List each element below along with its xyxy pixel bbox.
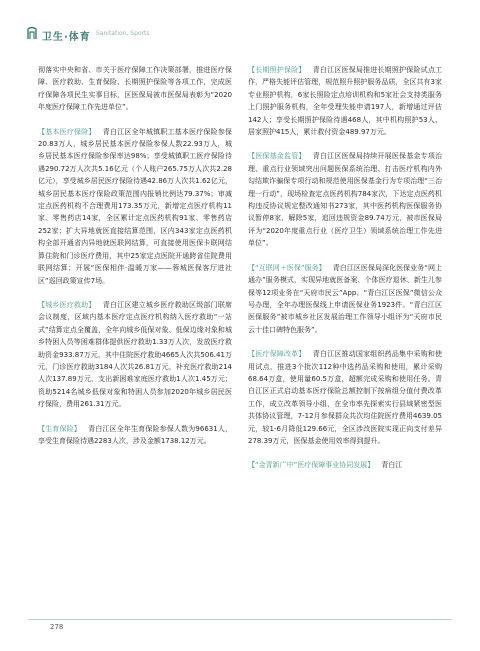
paragraph-gap [248, 447, 442, 459]
paragraph-text: 青白江区建立城乡医疗救助区级部门联席会议制度，区域内基本医疗定点医疗机构纳入医疗救助“一站式”结算定点全覆盖，全年向城乡低保对象、低保边缘对象和城乡特困人员等困难群体提供医疗救助1.33万人次，发放医疗救助资金933.87万元，其中住院医疗救助4665人次共506.41万元，门诊医疗救助3184人次共26.81万元，补充医疗救助214人次137.89万元，支出新困难家庭医疗救助1人次1.45万元；资助5214名城乡低保对象和特困人员参加2020年城乡居民医疗保险，费用261.31万元。 [38, 300, 233, 409]
paragraph-gap [38, 114, 232, 126]
page-header [0, 0, 480, 58]
section-brand: 卫生·体育 [42, 32, 91, 43]
section-tag: 【长期照护保险】 [248, 66, 306, 74]
paragraph [248, 150, 442, 249]
paragraph [248, 64, 442, 138]
section-tag: 【“金青新广中”医疗保障事业协同发展】 [248, 461, 375, 470]
paragraph-gap [38, 411, 232, 423]
paragraph-text: 青白江 [381, 461, 403, 470]
paragraph-text: 青白江区医保局深化医保业务“网上通办”服务模式，实现异地就医备案、个体医疗退休、新生儿参保等12项业务在“天府市民云”App、“青白江区医保”微信公众号办理，全年办理医保线上申请医保业务1923件。“青白江区医保服务”被市城乡社区发展治理工作领导小组评为“天府市民云十佳口碑特色服务”。 [248, 263, 442, 334]
section-tag: 【生育保险】 [38, 424, 81, 433]
paragraph-text: 青白江区医保局持续开展医保基金专项治理、重点行业领域突出问题医保系统治理、打击医疗机构内外勾结欺诈骗保专项行动和规范使用医保基金行为专项治理“三治理一行动”，现场检查定点医药机构784家次，下达定点医药机构违反协议规定整改通知书273家，其中医药机构医保服务协议暂停8家、解除5家，追回违规资金89.74万元，被市医保局评为“2020年度重点行业（医疗卫生）领域系统治理工作先进单位”。 [248, 152, 443, 248]
section-tag: 【“互联网＋医保”服务】 [248, 263, 326, 272]
right-column [248, 64, 442, 472]
paragraph-gap [248, 250, 442, 262]
section-tag: 【医保基金监管】 [248, 152, 306, 161]
section-tag: 【城乡医疗救助】 [38, 300, 96, 309]
paragraph [38, 126, 232, 287]
paragraph-text: 青白江区推动国家组织药品集中采购和使用试点，推进3个批次112种中选药品采购和使用，累计采购68.64万盒，使用量60.5万盒，超额完成采购和使用任务。青白江区正式启动基本医疗保险总额控制下按病组分值付费改革工作，成立改革领导小组，在全市率先探索实行县域紧密型医共体协议管理，7-12月参保群众共次均住院医疗费用4639.05元，较1-6月降低129.66元，全区涉改医院实现正向支付差异278.39万元，医保基金使用效率得到提升。 [248, 350, 443, 445]
paragraph [38, 299, 232, 411]
section-tag: 【基本医疗保险】 [38, 127, 96, 136]
paragraph-text: 彻落实中央和省、市关于医疗保障工作决策部署，推进医疗保障、医疗救助、生育保险、长期照护保险等各项工作，完成医疗保障各项民生实事目标，区医保局被市医保局表彰为“2020年度医疗保障工作先进单位”。 [38, 66, 232, 112]
sanitation-sports-logo-icon [26, 26, 38, 40]
page-number: 278 [50, 623, 64, 631]
paragraph-gap [248, 138, 442, 150]
paragraph-text: 青白江区全年生育保险参保人数为96631人，享受生育保险待遇2283人次，涉及金额1738.12万元。 [38, 424, 232, 445]
paragraph-text: 青白江区全年城镇职工基本医疗保险参保20.83万人，城乡居民基本医疗保险参保人数22.93万人，城乡居民基本医疗保险参保率达98%；享受城镇职工医疗保险待遇290.72万人次共5.16亿元（个人账户265.75万人次共2.28亿元），享受城乡居民医疗保险待遇42.86万人次共1.62亿元，城乡居民基本医疗保险政策范围内报销比例达79.37%；审减定点医药机构不合理费用173.35万元，新增定点医疗机构11家、零售药店14家，全区累计定点医药机构91家、零售药店252家；扩大异地就医直接结算范围，区内343家定点医药机构全部开通省内异地就医联网结算，可直接使用医保卡联网结算住院和门诊医疗费用，其中25家定点医院开通跨省住院费用联网结算；开展“医保相伴·温暖万家——蓉城医保客厅进社区”巡回政策宣传7场。 [38, 127, 233, 285]
paragraph [248, 262, 442, 336]
section-brand-english: Sanitation, Sports [96, 30, 150, 37]
paragraph [38, 64, 232, 114]
paragraph-gap [38, 287, 232, 299]
left-column [38, 64, 232, 447]
section-tag: 【医疗保障改革】 [248, 350, 306, 359]
paragraph [248, 348, 442, 447]
footer-rule [28, 619, 452, 620]
paragraph [248, 459, 442, 471]
paragraph [38, 423, 232, 448]
paragraph-text: 青白江区医保局推进长期照护保险试点工作，严格失能评估管理，规范照升照护服务品质，全区共有3家专业照护机构，6家长照险定点培训机构和5家社会支持类服务上门照护服务机构，全年受理失能申请197人，新增通过评估142人；享受长期照护保险待遇468人，其中机构照护53人、居家照护415人，累计救付资金489.97万元。 [248, 66, 443, 137]
paragraph-gap [248, 336, 442, 348]
